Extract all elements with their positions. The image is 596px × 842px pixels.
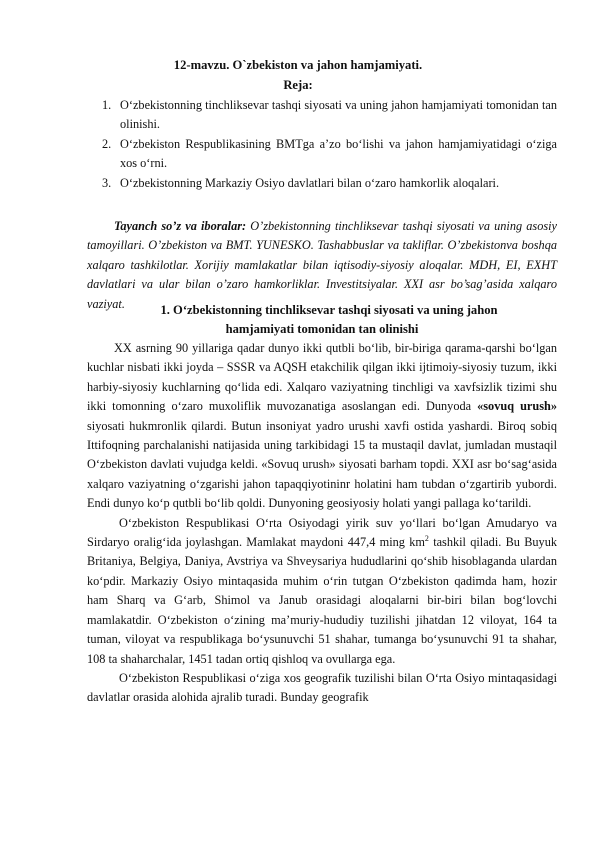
section-title-line1: 1. O‘zbekistonning tinchliksevar tashqi siyosati va uning jahon [160, 303, 498, 317]
plan-item-number: 3. [102, 175, 112, 190]
plan-item-number: 2. [102, 136, 112, 151]
paragraph-1-part-a: XX asrning 90 yillariga qadar dunyo ikki qutbli bo‘lib, bir-biriga qarama-qarshi bo‘lgan kuchlar nisbati ikki joyda – SSSR va AQSH etakchilik qilgan ikki ijtimoiy-siyosiy tuzum, ikki harbiy-siyosiy kuchlarning qo‘lida edi. Xalqaro vaziyatning tinchligi va xavfsizlik tizimi shu ikki tomonning o‘zaro muxoliflik muvozanatiga asoslangan edi. Dunyoda [87, 341, 557, 414]
plan-heading: Reja: [283, 78, 313, 92]
superscript: 2 [424, 533, 429, 543]
paragraph-2-part-a: O‘zbekiston Respublikasi O‘rta Osiyodagi yirik suv yo‘llari bo‘lgan Amudaryo va Sirdaryo oralig‘ida joylashgan. Mamlakat maydoni 447,4 ming km [87, 515, 557, 550]
keywords-label: Tayanch so’z va iboralar: [114, 219, 247, 233]
plan-item [87, 174, 557, 193]
plan-item-number: 1. [102, 98, 112, 112]
paragraph-2-part-b: tashkil qiladi. Bu Buyuk Britaniya, Belgiya, Daniya, Avstriya va Shveysariya hududlarini qo‘shib hisoblaganda ulardan ko‘pdir. Markaziy Osiyo mintaqasida muhim o‘rin tutgan O‘zbekiston qadimda ham, hozir ham Sharq va G‘arb, Shimol va Janub orasidagi aloqalarni bir-biri bilan bog‘lovchi mamlakatdir. O‘zbekiston o‘zining ma’muriy-hududiy tuzilishi jihatdan 12 viloyat, 164 ta tuman, viloyat va respublikaga bo‘ysunuvchi 51 shahar, tumanga bo‘ysunuvchi 91 ta shahar, 108 ta shaharchalar, 1451 tadan ortiq qishloq va ovullarga ega. [87, 535, 558, 666]
plan-item-text: O‘zbekistonning tinchliksevar tashqi siyosati va uning jahon hamjamiyati tomonidan tan olinishi. [120, 98, 557, 132]
paragraph-1-part-b: siyosati hukmronlik qilardi. Butun insoniyat yadro urushi xavfi ostida yashardi. Biroq sobiq Ittifoqning parchalanishi natijasida uning tarkibidagi 15 ta mustaqil davlat, jumladan mustaqil O‘zbekiston davlati vujudga keldi. «Sovuq urush» siyosati barham topdi. XXI asr bo‘sag‘asida xalqaro vaziyatning o‘zgarishi jahon tapaqqiyotininr holatini ham tubdan o‘zgartirib yubordi. Endi dunyo ko‘p qutbli bo‘lib qoldi. Dunyoning geosiyosiy holati yangi pallaga ko‘tarildi. [87, 418, 557, 511]
section-title [87, 301, 557, 340]
cold-war-term: «sovuq urush» [477, 399, 557, 414]
plan-item-text: O‘zbekistonning Markaziy Osiyo davlatlari bilan o‘zaro hamkorlik aloqalari. [120, 175, 500, 190]
plan-item [87, 135, 557, 174]
lesson-title: 12-mavzu. O`zbekiston va jahon hamjamiyati. [173, 58, 423, 72]
section-title-line2: hamjamiyati tomonidan tan olinishi [225, 322, 419, 337]
body-text [87, 339, 557, 708]
plan-item [87, 96, 557, 135]
keywords-paragraph [87, 217, 557, 314]
paragraph-1 [87, 339, 557, 514]
keywords-text: O’zbekistonning tinchliksevar tashqi siyosati va uning asosiy tamoyillari. O’zbekiston va BMT. YUNESKO. Tashabbuslar va takliflar. O’zbekistonva boshqa xalqaro tashkilotlar. Xorijiy mamlakatlar bilan iqtisodiy-siyosiy aloqalar. MDH, EI, EXHT davlatlari va ular bilan o’zaro hamkorliklar. Investitsiyalar. XXI asr bo’sag’asida xalqaro vaziyat. [87, 219, 557, 311]
plan-list [87, 96, 557, 193]
paragraph-3: O‘zbekiston Respublikasi o‘ziga xos geografik tuzilishi bilan O‘rta Osiyo mintaqasidagi davlatlar orasida alohida ajralib turadi. Bunday geografik [87, 670, 557, 705]
plan-item-text: O‘zbekiston Respublikasining BMTga a’zo bo‘lishi va jahon hamjamiyatidagi o‘ziga xos o‘rni. [120, 136, 557, 171]
paragraph-2 [87, 514, 557, 669]
